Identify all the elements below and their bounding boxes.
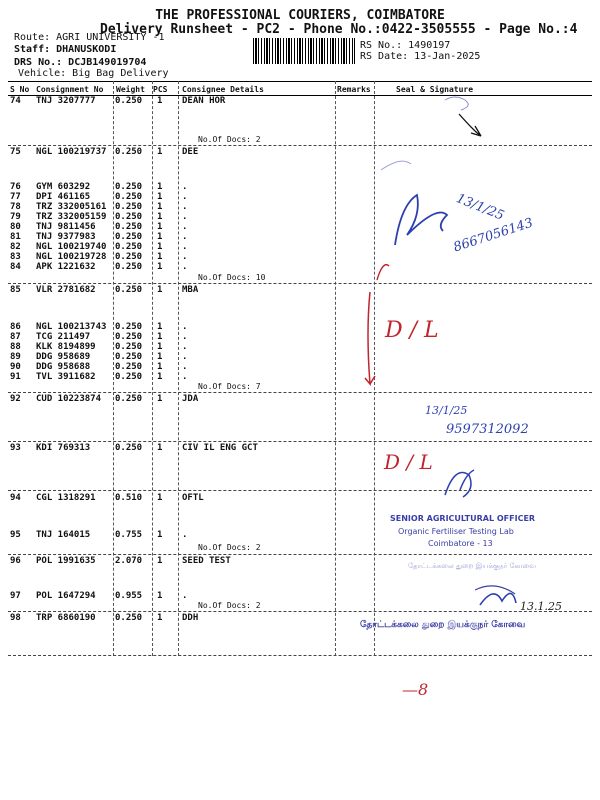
vehicle-label: Vehicle: Big Bag Delivery: [18, 68, 169, 79]
row-weight: 0.250: [115, 613, 143, 623]
row-consignee: JDA: [182, 394, 199, 404]
officer-stamp-line: Coimbatore - 13: [428, 539, 493, 548]
row-weight: 0.250: [115, 222, 143, 232]
row-consignee: .: [182, 192, 188, 202]
row-consignee: SEED TEST: [182, 556, 231, 566]
row-sno: 77: [10, 192, 21, 202]
row-consignee: .: [182, 591, 188, 601]
route-label: Route: AGRI UNIVERSITY -1: [14, 32, 165, 43]
row-consignee: .: [182, 362, 188, 372]
row-consignment-no: CGL 1318291: [36, 493, 96, 503]
row-consignment-no: NGL 100213743: [36, 322, 107, 332]
row-pcs: 1: [157, 262, 163, 272]
row-pcs: 1: [157, 192, 163, 202]
docs-count: No.Of Docs: 10: [198, 273, 266, 282]
row-sno: 78: [10, 202, 21, 212]
row-consignee: DEAN HOR: [182, 96, 226, 106]
row-pcs: 1: [157, 285, 163, 295]
row-consignment-no: GYM 603292: [36, 182, 91, 192]
row-weight: 0.250: [115, 394, 143, 404]
row-weight: 0.250: [115, 182, 143, 192]
col-divider: [152, 81, 153, 656]
row-weight: 0.250: [115, 342, 143, 352]
row-pcs: 1: [157, 252, 163, 262]
row-sno: 82: [10, 242, 21, 252]
row-sno: 85: [10, 285, 21, 295]
row-sno: 97: [10, 591, 21, 601]
row-weight: 0.250: [115, 96, 143, 106]
row-pcs: 1: [157, 332, 163, 342]
row-consignment-no: KLK 8194899: [36, 342, 96, 352]
row-weight: 0.250: [115, 322, 143, 332]
row-consignment-no: KDI 769313: [36, 443, 91, 453]
row-sno: 98: [10, 613, 21, 623]
row-pcs: 1: [157, 352, 163, 362]
row-consignee: .: [182, 212, 188, 222]
row-weight: 2.070: [115, 556, 143, 566]
col-divider: [335, 81, 336, 656]
runsheet-subtitle: Delivery Runsheet - PC2 - Phone No.:0422-3505555 - Page No.:4: [100, 22, 578, 37]
row-consignment-no: VLR 2781682: [36, 285, 96, 295]
row-sno: 96: [10, 556, 21, 566]
row-weight: 0.250: [115, 232, 143, 242]
row-weight: 0.250: [115, 262, 143, 272]
row-weight: 0.955: [115, 591, 143, 601]
handwritten-phone: 9597312092: [446, 422, 529, 437]
handwritten-dl-remark: D / L: [385, 318, 439, 343]
row-consignee: .: [182, 530, 188, 540]
handwritten-dl-remark: D / L: [384, 450, 433, 474]
company-title: THE PROFESSIONAL COURIERS, COIMBATORE: [155, 8, 445, 23]
col-header-sno: S No: [10, 85, 30, 94]
row-weight: 0.250: [115, 443, 143, 453]
row-consignment-no: TVL 3911682: [36, 372, 96, 382]
row-consignee: .: [182, 202, 188, 212]
row-pcs: 1: [157, 394, 163, 404]
col-header-remarks: Remarks: [337, 85, 371, 94]
row-weight: 0.250: [115, 202, 143, 212]
row-consignee: .: [182, 232, 188, 242]
row-sno: 90: [10, 362, 21, 372]
row-weight: 0.755: [115, 530, 143, 540]
row-consignee: .: [182, 352, 188, 362]
row-consignment-no: DDG 958688: [36, 362, 91, 372]
remarks-bracket: [360, 290, 380, 390]
row-sno: 79: [10, 212, 21, 222]
row-sno: 94: [10, 493, 21, 503]
row-consignee: .: [182, 182, 188, 192]
handwritten-date: 13/1/25: [454, 191, 507, 224]
row-consignee: .: [182, 222, 188, 232]
row-consignee: .: [182, 242, 188, 252]
row-weight: 0.250: [115, 352, 143, 362]
row-pcs: 1: [157, 147, 163, 157]
row-weight: 0.250: [115, 285, 143, 295]
row-pcs: 1: [157, 96, 163, 106]
row-consignment-no: TNJ 9811456: [36, 222, 96, 232]
row-consignee: .: [182, 342, 188, 352]
row-weight: 0.250: [115, 332, 143, 342]
docs-count: No.Of Docs: 2: [198, 601, 261, 610]
officer-stamp-line: Organic Fertiliser Testing Lab: [398, 527, 514, 536]
col-header-pcs: PCS: [153, 85, 168, 94]
row-pcs: 1: [157, 342, 163, 352]
row-pcs: 1: [157, 613, 163, 623]
row-consignee: .: [182, 372, 188, 382]
row-sno: 91: [10, 372, 21, 382]
row-sno: 74: [10, 96, 21, 106]
row-sno: 88: [10, 342, 21, 352]
staff-label: Staff: DHANUSKODI: [14, 44, 117, 55]
row-consignment-no: NGL 100219728: [36, 252, 107, 262]
row-sno: 76: [10, 182, 21, 192]
row-weight: 0.250: [115, 212, 143, 222]
row-pcs: 1: [157, 556, 163, 566]
row-weight: 0.250: [115, 147, 143, 157]
col-header-consignment: Consignment No: [36, 85, 104, 94]
row-sno: 95: [10, 530, 21, 540]
handwritten-phone: 8667056143: [451, 215, 536, 256]
row-consignee: CIV IL ENG GCT: [182, 443, 258, 453]
row-consignment-no: NGL 100219737: [36, 147, 107, 157]
row-consignee: DEE: [182, 147, 199, 157]
drs-label: DRS No.: DCJB149019704: [14, 57, 147, 68]
row-sno: 86: [10, 322, 21, 332]
col-divider: [113, 81, 114, 656]
row-pcs: 1: [157, 443, 163, 453]
handwritten-mark: —8: [402, 680, 429, 699]
row-pcs: 1: [157, 242, 163, 252]
row-pcs: 1: [157, 530, 163, 540]
row-sno: 81: [10, 232, 21, 242]
row-consignment-no: DDG 958689: [36, 352, 91, 362]
row-sno: 75: [10, 147, 21, 157]
rs-date: RS Date: 13-Jan-2025: [360, 51, 481, 62]
row-pcs: 1: [157, 591, 163, 601]
row-weight: 0.250: [115, 242, 143, 252]
row-consignee: OFTL: [182, 493, 204, 503]
row-weight: 0.250: [115, 372, 143, 382]
rs-number: RS No.: 1490197: [360, 40, 451, 51]
row-sno: 87: [10, 332, 21, 342]
row-pcs: 1: [157, 222, 163, 232]
row-consignment-no: CUD 10223874: [36, 394, 102, 404]
row-pcs: 1: [157, 232, 163, 242]
row-consignee: .: [182, 252, 188, 262]
officer-stamp-line: SENIOR AGRICULTURAL OFFICER: [390, 514, 536, 523]
row-consignment-no: TRZ 332005161: [36, 202, 107, 212]
row-consignment-no: TRZ 332005159: [36, 212, 107, 222]
row-pcs: 1: [157, 493, 163, 503]
docs-count: No.Of Docs: 2: [198, 135, 261, 144]
row-pcs: 1: [157, 202, 163, 212]
tamil-stamp: தோட்டக்கலை துறை இயக்குநர் கோவை: [360, 620, 526, 630]
row-consignment-no: POL 1647294: [36, 591, 96, 601]
faded-tamil-stamp: தோட்டக்கலை துறை இயக்குநர் கோவை: [408, 562, 536, 570]
handwritten-date: 13.1.25: [520, 600, 562, 613]
row-pcs: 1: [157, 212, 163, 222]
row-sno: 92: [10, 394, 21, 404]
row-consignment-no: TNJ 9377983: [36, 232, 96, 242]
row-consignment-no: APK 1221632: [36, 262, 96, 272]
row-weight: 0.510: [115, 493, 143, 503]
row-pcs: 1: [157, 362, 163, 372]
row-consignee: MBA: [182, 285, 199, 295]
docs-count: No.Of Docs: 7: [198, 382, 261, 391]
row-sno: 89: [10, 352, 21, 362]
row-weight: 0.250: [115, 362, 143, 372]
handwritten-date: 13/1/25: [425, 404, 468, 417]
row-consignee: .: [182, 262, 188, 272]
row-consignment-no: TNJ 3207777: [36, 96, 96, 106]
row-consignment-no: NGL 100219740: [36, 242, 107, 252]
row-pcs: 1: [157, 182, 163, 192]
row-sno: 93: [10, 443, 21, 453]
row-consignment-no: POL 1991635: [36, 556, 96, 566]
col-header-consignee: Consignee Details: [182, 85, 264, 94]
row-consignment-no: TRP 6860190: [36, 613, 96, 623]
row-consignment-no: TCG 211497: [36, 332, 91, 342]
docs-count: No.Of Docs: 2: [198, 543, 261, 552]
row-sno: 80: [10, 222, 21, 232]
signature-marks: [375, 70, 590, 660]
row-consignee: .: [182, 322, 188, 332]
row-pcs: 1: [157, 372, 163, 382]
col-divider: [178, 81, 179, 656]
barcode: [253, 38, 355, 64]
row-weight: 0.250: [115, 192, 143, 202]
row-pcs: 1: [157, 322, 163, 332]
row-consignment-no: DPI 461165: [36, 192, 91, 202]
col-header-weight: Weight: [116, 85, 145, 94]
row-consignee: DDH: [182, 613, 199, 623]
row-sno: 84: [10, 262, 21, 272]
col-header-signature: Seal & Signature: [396, 85, 474, 94]
row-consignee: .: [182, 332, 188, 342]
row-weight: 0.250: [115, 252, 143, 262]
row-sno: 83: [10, 252, 21, 262]
row-consignment-no: TNJ 164015: [36, 530, 91, 540]
